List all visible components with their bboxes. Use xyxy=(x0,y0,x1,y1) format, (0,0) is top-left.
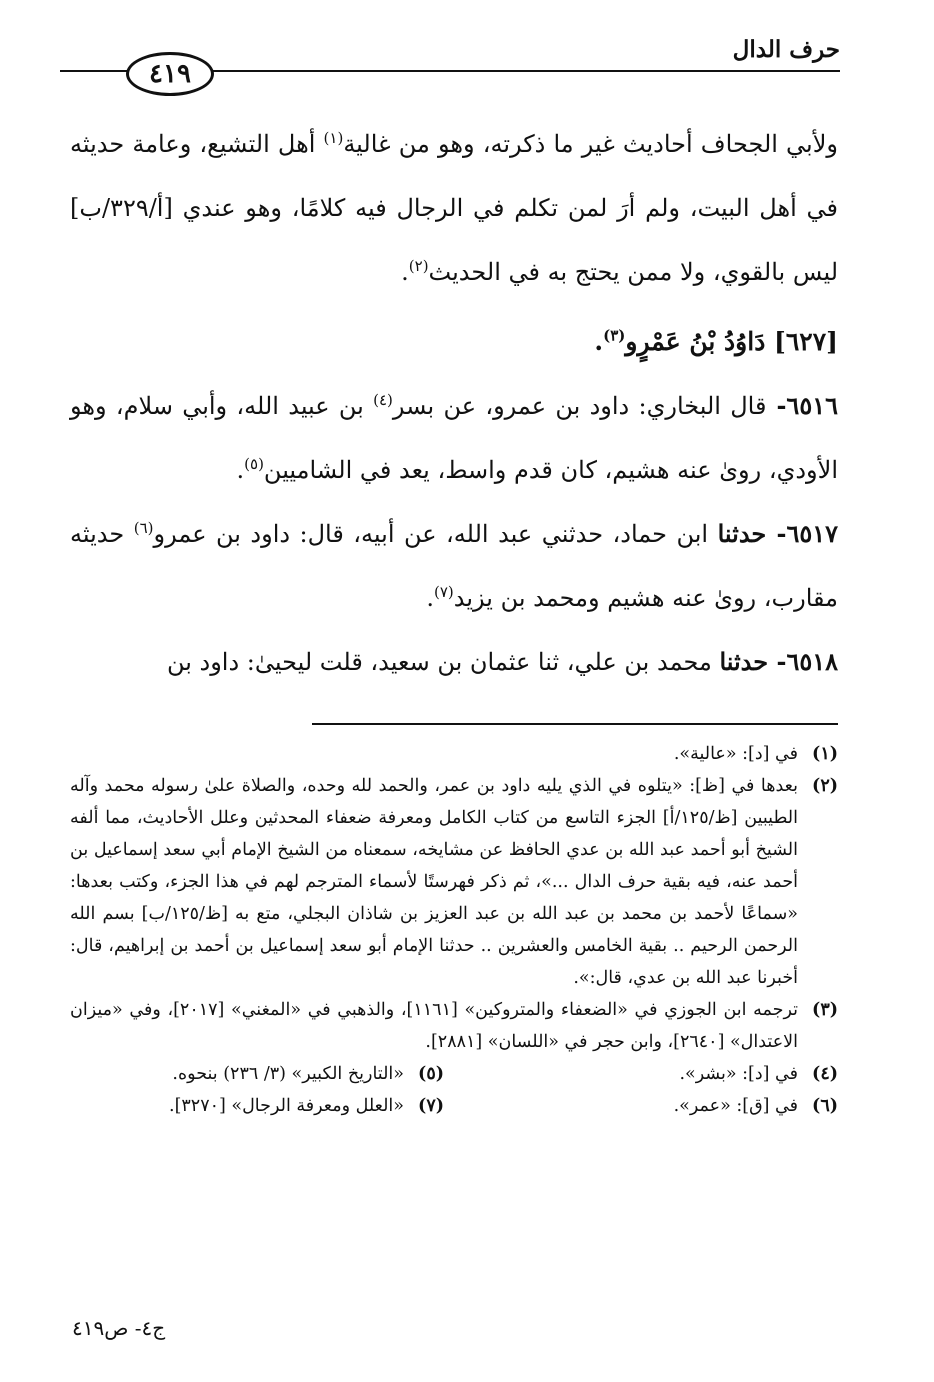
chapter-title: حرف الدال xyxy=(732,36,840,63)
haddathana-word: حدثنا xyxy=(717,519,767,548)
footnote-4 xyxy=(444,1058,838,1090)
footnote-number: (٥) xyxy=(418,1064,444,1084)
footnote-number: (٧) xyxy=(418,1096,444,1116)
hadith-number: ٦٥١٧- xyxy=(766,519,838,548)
hadith-6517 xyxy=(70,502,838,630)
footnote-1 xyxy=(70,738,838,770)
entry-heading xyxy=(70,310,838,374)
haddathana-word: حدثنا xyxy=(719,647,769,676)
footnote-text: «العلل ومعرفة الرجال» [٣٢٧٠]. xyxy=(169,1096,404,1116)
hadith-text: قال البخاري: داود بن عمرو، عن بسر xyxy=(392,392,767,420)
footnote-row-4-5 xyxy=(70,1058,838,1090)
footnote-separator xyxy=(312,723,838,725)
volume-page-reference: ج٤- ص٤١٩ xyxy=(72,1316,166,1340)
footnote-5 xyxy=(70,1058,444,1090)
footnote-text: بعدها في [ظ]: «يتلوه في الذي يليه داود بن عمر، والحمد لله وحده، والصلاة علىٰ رسوله محمد وآله الطيبين [ظ/١٢٥/أ] الجزء التاسع من كتاب الكامل ومعرفة ضعفاء المحدثين وعلل الأحاديث، مما ألفه الشيخ أبو أحمد عبد الله بن عدي الحافظ عن مشايخه، سمعناه من الشيخ الإمام أبي سعد إسماعيل بن أحمد عنه، فيه بقية حرف الدال ...»، ثم ذكر فهرستًا لأسماء المترجم لهم في هذا الجزء، وكتب بعدها: «سماعًا لأحمد بن محمد بن عبد الله بن عبد العزيز بن شاذان البجلي، متع به [ظ/١٢٥/ب] بسم الله الرحمن الرحيم .. بقية الخامس والعشرين .. حدثنا الإمام أبو سعد إسماعيل بن أحمد بن إبراهيم، قال: أخبرنا عبد الله بن عدي، قال:». xyxy=(70,776,799,988)
footnote-row-6-7 xyxy=(70,1090,838,1122)
page-header xyxy=(60,30,840,100)
footnote-6 xyxy=(444,1090,838,1122)
hadith-number: ٦٥١٦- xyxy=(766,391,838,420)
paragraph-abu-jahhaf xyxy=(70,112,838,304)
hadith-number: ٦٥١٨- xyxy=(768,647,838,676)
footnote-ref-4: (٤) xyxy=(373,391,393,409)
hadith-6516 xyxy=(70,374,838,502)
footnote-ref-5: (٥) xyxy=(244,455,264,473)
footnote-number: (٣) xyxy=(812,1000,838,1020)
footnote-ref-2: (٢) xyxy=(408,257,429,275)
paragraph-text: ولأبي الجحاف أحاديث غير ما ذكرته، وهو من غالية xyxy=(343,130,839,158)
hadith-end: . xyxy=(426,584,434,612)
footnote-ref-6: (٦) xyxy=(133,519,154,537)
hadith-6518 xyxy=(70,630,838,694)
main-text xyxy=(70,112,838,694)
footnotes xyxy=(70,738,838,1122)
footnote-number: (٦) xyxy=(812,1096,838,1116)
footnote-text: في [ق]: «عمر». xyxy=(673,1096,798,1116)
entry-title: [٦٢٧] دَاوُدُ بْنُ عَمْرٍو xyxy=(625,327,838,356)
footnote-7 xyxy=(70,1090,444,1122)
footnote-3 xyxy=(70,994,838,1058)
footnote-ref-7: (٧) xyxy=(433,583,454,601)
page-number-badge: ٤١٩ xyxy=(126,52,214,96)
hadith-end: . xyxy=(236,456,245,484)
entry-end: . xyxy=(594,327,604,356)
footnote-text: في [د]: «عالية». xyxy=(673,744,798,764)
footnote-ref-3: (٣) xyxy=(603,326,626,345)
paragraph-end: . xyxy=(401,258,409,286)
hadith-text: محمد بن علي، ثنا عثمان بن سعيد، قلت ليحيىٰ: داود بن xyxy=(166,648,720,676)
hadith-text: بن عبيد الله، وأبي سلام، وهو الأودي، روىٰ عنه هشيم، كان قدم واسط، يعد في الشاميين xyxy=(70,392,838,484)
footnote-number: (٢) xyxy=(812,776,838,796)
footnote-number: (١) xyxy=(812,744,838,764)
paragraph-text: أهل التشيع، وعامة حديثه في أهل البيت، ولم أرَ لمن تكلم في الرجال فيه كلامًا، وهو عندي [أ/٣٢٩/ب] ليس بالقوي، ولا ممن يحتج به في الحديث xyxy=(70,130,838,286)
footnote-text: ترجمه ابن الجوزي في «الضعفاء والمتروكين» [١١٦١]، والذهبي في «المغني» [٢٠١٧]، وفي «ميزان الاعتدال» [٢٦٤٠]، وابن حجر في «اللسان» [٢٨٨١]. xyxy=(70,1000,798,1052)
hadith-text: حديثه مقارب، روىٰ عنه هشيم ومحمد بن يزيد xyxy=(70,520,838,612)
footnote-ref-1: (١) xyxy=(323,129,344,147)
footnote-text: «التاريخ الكبير» (٣/ ٢٣٦) بنحوه. xyxy=(172,1064,404,1084)
footnote-2 xyxy=(70,770,838,994)
footnote-text: في [د]: «بشر». xyxy=(679,1064,798,1084)
hadith-text: ابن حماد، حدثني عبد الله، عن أبيه، قال: داود بن عمرو xyxy=(153,520,718,548)
footnote-number: (٤) xyxy=(812,1064,838,1084)
